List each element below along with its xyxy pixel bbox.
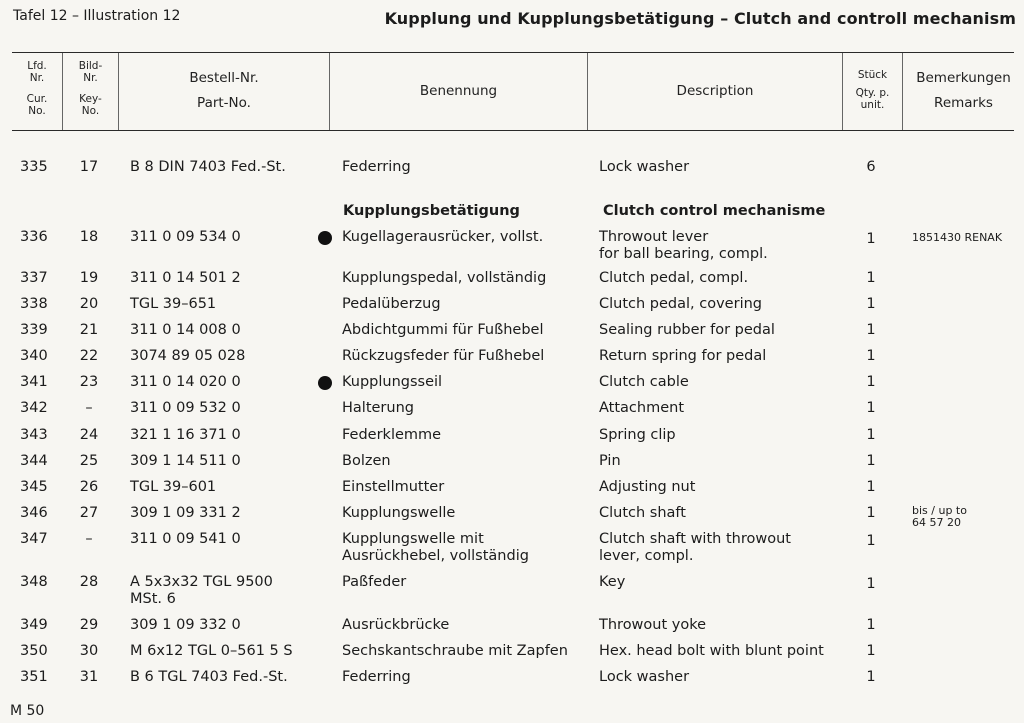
table-row	[0, 574, 1024, 614]
page-number: M 50	[10, 703, 45, 719]
col-header-part-no: Bestell-Nr. Part-No.	[189, 70, 259, 111]
key-no: 25	[79, 453, 99, 469]
part-no	[130, 400, 241, 417]
section-heading-de: Kupplungsbetätigung	[343, 203, 520, 219]
part-no-line: 311 0 09 534 0	[130, 229, 241, 245]
description-line: Lock washer	[599, 669, 690, 685]
description	[599, 669, 689, 686]
benennung	[342, 617, 449, 634]
part-no-line: 311 0 09 541 0	[130, 531, 241, 547]
table-row	[0, 531, 1024, 571]
description-line: Hex. head bolt with blunt point	[599, 643, 824, 659]
description-line: Throwout yoke	[599, 617, 707, 633]
quantity: 1	[866, 322, 876, 338]
part-no	[130, 453, 241, 470]
cur-no: 350	[20, 643, 48, 659]
key-no: 18	[79, 229, 99, 245]
key-no: 28	[79, 574, 99, 590]
cur-no: 346	[20, 505, 48, 521]
key-no: 19	[79, 270, 99, 286]
part-no-line: 311 0 14 008 0	[130, 322, 241, 338]
cur-no: 337	[20, 270, 48, 286]
part-no	[130, 505, 241, 522]
description-line: Adjusting nut	[599, 479, 696, 495]
description	[599, 322, 775, 339]
description-line: Clutch pedal, compl.	[599, 270, 749, 286]
part-no	[130, 159, 286, 176]
cur-no: 341	[20, 374, 48, 390]
key-no: –	[85, 400, 93, 416]
benennung	[342, 270, 546, 287]
description-line: Clutch cable	[599, 374, 689, 390]
benennung-line: Federring	[342, 159, 411, 175]
quantity: 1	[866, 270, 876, 286]
benennung-line: Kupplungsseil	[342, 374, 443, 390]
quantity: 1	[866, 296, 876, 312]
benennung-line: Federklemme	[342, 427, 442, 443]
key-no: 26	[79, 479, 99, 495]
quantity: 1	[866, 533, 876, 549]
quantity: 1	[866, 669, 876, 685]
description	[599, 505, 686, 522]
table-row	[0, 669, 1024, 709]
description	[599, 374, 689, 391]
part-no	[130, 348, 245, 365]
description-line: Lock washer	[599, 159, 690, 175]
table-row	[0, 229, 1024, 269]
col-header-remarks: Bemerkungen Remarks	[916, 70, 1011, 111]
col-header-bild: Bild- Nr. Key- No.	[78, 60, 103, 117]
benennung-line: Sechskantschraube mit Zapfen	[342, 643, 568, 659]
quantity: 1	[866, 576, 876, 592]
quantity: 1	[866, 479, 876, 495]
table-row	[0, 159, 1024, 199]
key-no: 27	[79, 505, 99, 521]
benennung	[342, 669, 411, 686]
quantity: 1	[866, 400, 876, 416]
benennung	[342, 400, 414, 417]
part-no-line: 321 1 16 371 0	[130, 427, 241, 443]
remarks-line: bis / up to	[912, 504, 967, 517]
description	[599, 643, 824, 660]
quantity: 1	[866, 231, 876, 247]
section-heading-en: Clutch control mechanisme	[603, 203, 826, 219]
cur-no: 335	[20, 159, 48, 175]
description	[599, 270, 748, 287]
description-line: Clutch shaft	[599, 505, 686, 521]
part-no	[130, 574, 273, 608]
part-no-line: 309 1 14 511 0	[130, 453, 241, 469]
benennung	[342, 531, 529, 565]
description-line: Sealing rubber for pedal	[599, 322, 775, 338]
benennung	[342, 427, 441, 444]
benennung-line: Ausrückhebel, vollständig	[342, 548, 529, 564]
part-no-line: 309 1 09 331 2	[130, 505, 241, 521]
benennung	[342, 479, 444, 496]
benennung	[342, 296, 441, 313]
cur-no: 347	[20, 531, 48, 547]
cur-no: 345	[20, 479, 48, 495]
benennung-line: Abdichtgummi für Fußhebel	[342, 322, 544, 338]
quantity: 1	[866, 643, 876, 659]
description	[599, 229, 768, 263]
part-no-line: TGL 39–601	[130, 479, 217, 495]
benennung-line: Pedalüberzug	[342, 296, 441, 312]
key-no: 22	[79, 348, 99, 364]
description	[599, 617, 706, 634]
part-no-line: 311 0 09 532 0	[130, 400, 241, 416]
quantity: 1	[866, 453, 876, 469]
key-no: –	[85, 531, 93, 547]
quantity: 1	[866, 348, 876, 364]
description-line: Clutch pedal, covering	[599, 296, 762, 312]
part-no-line: B 8 DIN 7403 Fed.-St.	[130, 159, 286, 175]
description	[599, 348, 766, 365]
cur-no: 342	[20, 400, 48, 416]
cur-no: 340	[20, 348, 48, 364]
col-header-qty: Stück Qty. p. unit.	[855, 69, 890, 111]
header-top-rule	[12, 52, 1014, 53]
cur-no: 348	[20, 574, 48, 590]
benennung	[342, 229, 543, 246]
benennung-line: Kugellagerausrücker, vollst.	[342, 229, 544, 245]
part-no-line: B 6 TGL 7403 Fed.-St.	[130, 669, 288, 685]
benennung-line: Rückzugsfeder für Fußhebel	[342, 348, 545, 364]
part-no-line: 311 0 14 020 0	[130, 374, 241, 390]
description	[599, 479, 695, 496]
key-no: 31	[79, 669, 99, 685]
quantity: 6	[866, 159, 876, 175]
benennung-line: Kupplungspedal, vollständig	[342, 270, 547, 286]
description-line: lever, compl.	[599, 548, 694, 564]
quantity: 1	[866, 505, 876, 521]
description-line: Clutch shaft with throwout	[599, 531, 791, 547]
part-no	[130, 617, 241, 634]
header-bottom-rule	[12, 130, 1014, 131]
part-no	[130, 669, 288, 686]
part-no	[130, 374, 241, 391]
benennung-line: Paßfeder	[342, 574, 407, 590]
cur-no: 344	[20, 453, 48, 469]
description	[599, 159, 689, 176]
key-no: 24	[79, 427, 99, 443]
description-line: Key	[599, 574, 626, 590]
benennung	[342, 322, 544, 339]
bullet-marker	[318, 376, 332, 390]
key-no: 29	[79, 617, 99, 633]
col-header-lfd: Lfd. Nr. Cur. No.	[26, 60, 48, 117]
key-no: 30	[79, 643, 99, 659]
remarks-line: 1851430 RENAK	[912, 231, 1003, 244]
description	[599, 400, 684, 417]
description	[599, 531, 791, 565]
description-line: Pin	[599, 453, 621, 469]
cur-no: 336	[20, 229, 48, 245]
col-header-benennung: Benennung	[419, 83, 498, 99]
key-no: 23	[79, 374, 99, 390]
benennung-line: Einstellmutter	[342, 479, 445, 495]
bullet-marker	[318, 231, 332, 245]
description	[599, 296, 762, 313]
plate-title: Tafel 12 – Illustration 12	[13, 8, 181, 24]
benennung	[342, 453, 391, 470]
part-no-line: 311 0 14 501 2	[130, 270, 241, 286]
part-no	[130, 322, 241, 339]
key-no: 17	[79, 159, 99, 175]
benennung	[342, 505, 455, 522]
benennung-line: Ausrückbrücke	[342, 617, 450, 633]
description	[599, 574, 625, 591]
quantity: 1	[866, 617, 876, 633]
cur-no: 338	[20, 296, 48, 312]
part-no-line: 309 1 09 332 0	[130, 617, 241, 633]
description-line: Throwout lever	[599, 229, 709, 245]
part-no	[130, 479, 216, 496]
description-line: Attachment	[599, 400, 685, 416]
part-no	[130, 643, 293, 660]
cur-no: 351	[20, 669, 48, 685]
benennung-line: Kupplungswelle mit	[342, 531, 484, 547]
benennung	[342, 159, 411, 176]
benennung	[342, 574, 406, 591]
part-no-line: M 6x12 TGL 0–561 5 S	[130, 643, 293, 659]
part-no-line: MSt. 6	[130, 591, 176, 607]
part-no-line: A 5x3x32 TGL 9500	[130, 574, 273, 590]
part-no	[130, 270, 241, 287]
benennung	[342, 348, 544, 365]
benennung-line: Bolzen	[342, 453, 391, 469]
description-line: Spring clip	[599, 427, 676, 443]
quantity: 1	[866, 427, 876, 443]
remarks-line: 64 57 20	[912, 516, 961, 529]
benennung-line: Halterung	[342, 400, 414, 416]
part-no-line: TGL 39–651	[130, 296, 217, 312]
benennung	[342, 643, 568, 660]
key-no: 21	[79, 322, 99, 338]
benennung-line: Kupplungswelle	[342, 505, 456, 521]
description-line: for ball bearing, compl.	[599, 246, 768, 262]
benennung-line: Federring	[342, 669, 411, 685]
key-no: 20	[79, 296, 99, 312]
cur-no: 349	[20, 617, 48, 633]
quantity: 1	[866, 374, 876, 390]
remarks	[912, 232, 1002, 244]
benennung	[342, 374, 442, 391]
cur-no: 343	[20, 427, 48, 443]
remarks	[912, 505, 967, 529]
part-no	[130, 427, 241, 444]
description-line: Return spring for pedal	[599, 348, 767, 364]
page-title: Kupplung und Kupplungsbetätigung – Clutch and controll mechanism	[384, 9, 1016, 28]
description	[599, 453, 621, 470]
cur-no: 339	[20, 322, 48, 338]
col-header-description: Description	[676, 83, 754, 99]
part-no	[130, 229, 241, 246]
part-no	[130, 296, 216, 313]
part-no-line: 3074 89 05 028	[130, 348, 246, 364]
part-no	[130, 531, 241, 548]
description	[599, 427, 676, 444]
